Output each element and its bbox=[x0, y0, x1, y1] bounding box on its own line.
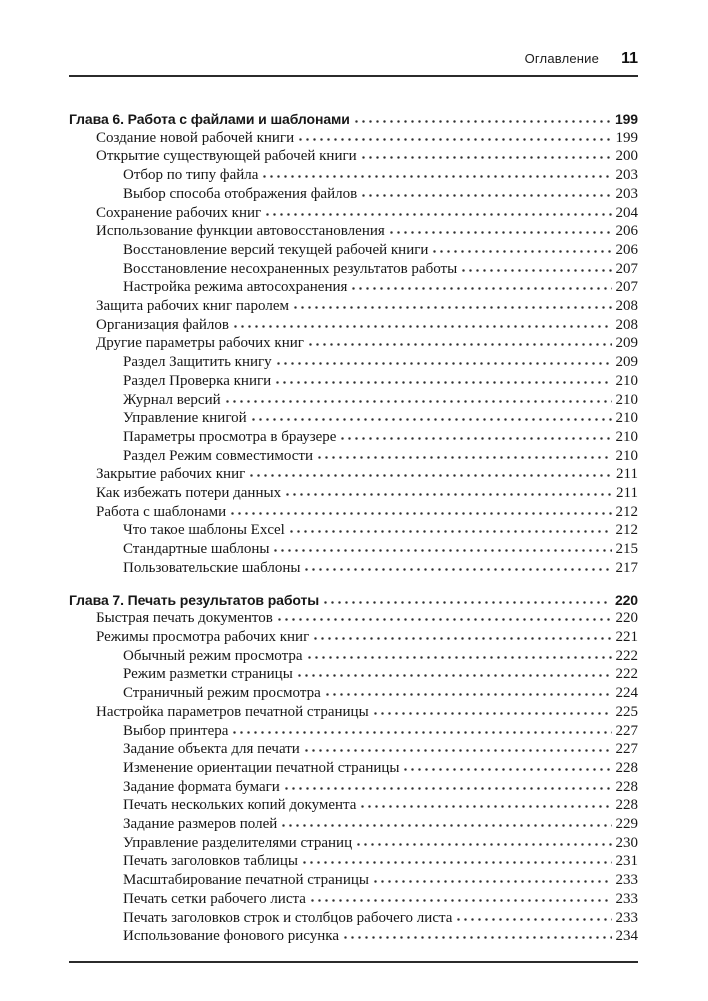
toc-entry-row bbox=[69, 316, 638, 335]
toc-entry-page: 211 bbox=[616, 485, 638, 502]
toc-entry-row bbox=[69, 909, 638, 928]
toc-entry-title: Обычный режим просмотра bbox=[123, 647, 303, 664]
toc-entry-row bbox=[69, 204, 638, 223]
toc-entry-page: 207 bbox=[615, 279, 638, 296]
toc-entry-title: Отбор по типу файла bbox=[123, 167, 259, 184]
toc-entry-page: 220 bbox=[614, 591, 638, 608]
toc-entry-row bbox=[69, 609, 638, 628]
toc-entry-page: 227 bbox=[615, 741, 638, 758]
toc-entry-title: Выбор способа отображения файлов bbox=[123, 185, 358, 202]
toc-entry-title: Печать заголовков строк и столбцов рабочего листа bbox=[123, 909, 453, 926]
dotted-leader bbox=[455, 917, 611, 922]
toc-entry-row bbox=[69, 353, 638, 372]
toc-entry-page: 233 bbox=[615, 909, 638, 926]
toc-entry-page: 210 bbox=[615, 410, 638, 427]
toc-entry-title: Другие параметры рабочих книг bbox=[96, 335, 304, 352]
toc-entry-row bbox=[69, 740, 638, 759]
dotted-leader bbox=[372, 711, 612, 716]
dotted-leader bbox=[359, 804, 611, 809]
toc-entry-row bbox=[69, 521, 638, 540]
toc-entry-page: 200 bbox=[615, 148, 638, 165]
toc-entry-row bbox=[69, 778, 638, 797]
toc-entry-title: Быстрая печать документов bbox=[96, 610, 273, 627]
dotted-leader bbox=[250, 417, 612, 422]
toc-entry-title: Открытие существующей рабочей книги bbox=[96, 148, 357, 165]
toc-entry-page: 220 bbox=[615, 610, 638, 627]
toc-entry-row bbox=[69, 796, 638, 815]
toc-entry-row bbox=[69, 241, 638, 260]
toc-entry-title: Глава 7. Печать результатов работы bbox=[69, 591, 320, 608]
toc-entry-page: 206 bbox=[615, 223, 638, 240]
toc-entry-page: 204 bbox=[615, 204, 638, 221]
toc-entry-page: 207 bbox=[615, 260, 638, 277]
toc-entry-row bbox=[69, 703, 638, 722]
toc-entry-row bbox=[69, 297, 638, 316]
dotted-leader bbox=[275, 361, 612, 366]
toc-entry-title: Восстановление несохраненных результатов работы bbox=[123, 260, 458, 277]
dotted-leader bbox=[303, 567, 611, 572]
dotted-leader bbox=[224, 399, 612, 404]
toc-entry-title: Печать нескольких копий документа bbox=[123, 797, 357, 814]
toc-entry-title: Параметры просмотра в браузере bbox=[123, 428, 337, 445]
dotted-leader bbox=[272, 548, 611, 553]
toc-entry-row bbox=[69, 815, 638, 834]
dotted-leader bbox=[301, 860, 612, 865]
toc-entry-title: Печать заголовков таблицы bbox=[123, 853, 298, 870]
dotted-leader bbox=[296, 673, 612, 678]
toc-entry-page: 210 bbox=[615, 447, 638, 464]
toc-entry-row bbox=[69, 665, 638, 684]
dotted-leader bbox=[264, 212, 611, 217]
toc-entry-page: 206 bbox=[615, 241, 638, 258]
dotted-leader bbox=[307, 342, 612, 347]
toc-entry-title: Задание размеров полей bbox=[123, 816, 278, 833]
dotted-leader bbox=[360, 193, 611, 198]
toc-entry-row bbox=[69, 185, 638, 204]
toc-entry-title: Защита рабочих книг паролем bbox=[96, 298, 289, 315]
dotted-leader bbox=[283, 786, 612, 791]
toc-entry-title: Организация файлов bbox=[96, 316, 229, 333]
toc-entry-row bbox=[69, 260, 638, 279]
toc-entry-row bbox=[69, 684, 638, 703]
toc-entry-title: Печать сетки рабочего листа bbox=[123, 890, 306, 907]
toc-entry-row bbox=[69, 722, 638, 741]
dotted-leader bbox=[360, 155, 612, 160]
dotted-leader bbox=[306, 655, 612, 660]
dotted-leader bbox=[316, 455, 612, 460]
toc-entry-title: Закрытие рабочих книг bbox=[96, 466, 246, 483]
toc-entry-title: Раздел Проверка книги bbox=[123, 372, 272, 389]
toc-entry-page: 208 bbox=[615, 298, 638, 315]
dotted-leader bbox=[261, 174, 611, 179]
toc-entry-page: 225 bbox=[615, 703, 638, 720]
toc-entry-page: 233 bbox=[615, 872, 638, 889]
toc-entry-title: Режим разметки страницы bbox=[123, 666, 293, 683]
dotted-leader bbox=[431, 249, 611, 254]
toc-entry-row bbox=[69, 428, 638, 447]
header-rule bbox=[69, 75, 638, 77]
toc-entry-row bbox=[69, 465, 638, 484]
toc-entry-page: 199 bbox=[614, 111, 638, 127]
toc-entry-page: 228 bbox=[615, 778, 638, 795]
dotted-leader bbox=[229, 511, 611, 516]
toc-entry-title: Раздел Режим совместимости bbox=[123, 447, 313, 464]
toc-entry-page: 231 bbox=[615, 853, 638, 870]
dotted-leader bbox=[322, 600, 611, 605]
toc-entry-page: 228 bbox=[615, 797, 638, 814]
toc-entry-title: Стандартные шаблоны bbox=[123, 541, 270, 558]
toc-entry-title: Глава 6. Работа с файлами и шаблонами bbox=[69, 111, 350, 127]
toc-entry-row bbox=[69, 647, 638, 666]
toc-entry-page: 234 bbox=[615, 928, 638, 945]
dotted-leader bbox=[372, 879, 612, 884]
toc-entry-row bbox=[69, 278, 638, 297]
dotted-leader bbox=[339, 436, 611, 441]
toc-entry-title: Восстановление версий текущей рабочей книги bbox=[123, 241, 429, 258]
toc-entry-page: 210 bbox=[615, 428, 638, 445]
toc-entry-row bbox=[69, 852, 638, 871]
toc-entry-page: 203 bbox=[615, 185, 638, 202]
toc-entry-title: Журнал версий bbox=[123, 391, 221, 408]
dotted-leader bbox=[355, 842, 611, 847]
toc-entry-page: 212 bbox=[615, 522, 638, 539]
page-content bbox=[69, 50, 638, 946]
page-header bbox=[69, 50, 638, 75]
toc-entry-page: 227 bbox=[615, 722, 638, 739]
toc-entry-page: 211 bbox=[616, 466, 638, 483]
toc-entry-title: Сохранение рабочих книг bbox=[96, 204, 262, 221]
dotted-leader bbox=[248, 473, 612, 478]
toc-entry-row bbox=[69, 391, 638, 410]
toc-entry-row bbox=[69, 409, 638, 428]
toc-entry-row bbox=[69, 372, 638, 391]
toc-entry-title: Настройка режима автосохранения bbox=[123, 279, 348, 296]
toc-entry-title: Управление книгой bbox=[123, 410, 247, 427]
dotted-leader bbox=[303, 748, 612, 753]
toc-entry-row bbox=[69, 890, 638, 909]
dotted-leader bbox=[388, 230, 612, 235]
dotted-leader bbox=[324, 692, 612, 697]
toc-entry-title: Задание формата бумаги bbox=[123, 778, 280, 795]
toc-entry-page: 222 bbox=[615, 647, 638, 664]
footer-rule bbox=[69, 961, 638, 963]
dotted-leader bbox=[288, 529, 612, 534]
toc-list bbox=[69, 110, 638, 946]
toc-entry-page: 209 bbox=[615, 354, 638, 371]
toc-entry-title: Страничный режим просмотра bbox=[123, 685, 321, 702]
toc-entry-title: Пользовательские шаблоны bbox=[123, 559, 301, 576]
dotted-leader bbox=[350, 286, 611, 291]
toc-entry-page: 210 bbox=[615, 391, 638, 408]
header-page-number: 11 bbox=[621, 50, 638, 67]
toc-entry-page: 215 bbox=[615, 541, 638, 558]
toc-entry-page: 209 bbox=[615, 335, 638, 352]
dotted-leader bbox=[353, 119, 611, 124]
toc-entry-page: 224 bbox=[615, 685, 638, 702]
toc-entry-row bbox=[69, 222, 638, 241]
dotted-leader bbox=[402, 767, 611, 772]
toc-entry-title: Использование фонового рисунка bbox=[123, 928, 339, 945]
running-title: Оглавление bbox=[524, 51, 600, 66]
toc-entry-row bbox=[69, 628, 638, 647]
toc-entry-page: 222 bbox=[615, 666, 638, 683]
dotted-leader bbox=[297, 137, 611, 142]
toc-entry-title: Настройка параметров печатной страницы bbox=[96, 703, 369, 720]
toc-entry-title: Создание новой рабочей книги bbox=[96, 129, 295, 146]
toc-entry-title: Как избежать потери данных bbox=[96, 485, 282, 502]
dotted-leader bbox=[231, 730, 611, 735]
dotted-leader bbox=[280, 823, 611, 828]
dotted-leader bbox=[284, 492, 612, 497]
toc-entry-title: Выбор принтера bbox=[123, 722, 229, 739]
toc-chapter-row bbox=[69, 110, 638, 129]
dotted-leader bbox=[312, 636, 611, 641]
toc-entry-page: 221 bbox=[615, 628, 638, 645]
toc-entry-title: Использование функции автовосстановления bbox=[96, 223, 385, 240]
toc-entry-row bbox=[69, 759, 638, 778]
toc-entry-row bbox=[69, 129, 638, 148]
toc-entry-page: 217 bbox=[615, 559, 638, 576]
toc-entry-page: 230 bbox=[615, 834, 638, 851]
toc-entry-title: Управление разделителями страниц bbox=[123, 834, 353, 851]
toc-entry-title: Работа с шаблонами bbox=[96, 503, 227, 520]
toc-entry-row bbox=[69, 871, 638, 890]
toc-entry-row bbox=[69, 927, 638, 946]
toc-entry-page: 212 bbox=[615, 503, 638, 520]
toc-entry-page: 203 bbox=[615, 167, 638, 184]
dotted-leader bbox=[232, 324, 612, 329]
dotted-leader bbox=[274, 380, 611, 385]
toc-entry-row bbox=[69, 503, 638, 522]
toc-entry-title: Изменение ориентации печатной страницы bbox=[123, 759, 400, 776]
toc-entry-title: Масштабирование печатной страницы bbox=[123, 872, 369, 889]
toc-entry-row bbox=[69, 166, 638, 185]
dotted-leader bbox=[276, 617, 612, 622]
toc-entry-row bbox=[69, 334, 638, 353]
toc-entry-title: Раздел Защитить книгу bbox=[123, 354, 272, 371]
toc-entry-row bbox=[69, 559, 638, 578]
toc-entry-title: Режимы просмотра рабочих книг bbox=[96, 628, 310, 645]
dotted-leader bbox=[342, 935, 612, 940]
dotted-leader bbox=[292, 305, 612, 310]
toc-entry-page: 229 bbox=[615, 816, 638, 833]
toc-entry-title: Задание объекта для печати bbox=[123, 741, 300, 758]
toc-entry-row bbox=[69, 147, 638, 166]
toc-entry-title: Что такое шаблоны Excel bbox=[123, 522, 285, 539]
toc-entry-row bbox=[69, 540, 638, 559]
toc-entry-page: 208 bbox=[615, 316, 638, 333]
dotted-leader bbox=[309, 898, 612, 903]
toc-entry-page: 199 bbox=[615, 129, 638, 146]
toc-entry-row bbox=[69, 484, 638, 503]
toc-entry-row bbox=[69, 447, 638, 466]
toc-entry-row bbox=[69, 834, 638, 853]
toc-entry-page: 233 bbox=[615, 890, 638, 907]
toc-entry-page: 210 bbox=[615, 372, 638, 389]
dotted-leader bbox=[460, 268, 611, 273]
toc-entry-page: 228 bbox=[615, 759, 638, 776]
toc-chapter-row bbox=[69, 591, 638, 610]
